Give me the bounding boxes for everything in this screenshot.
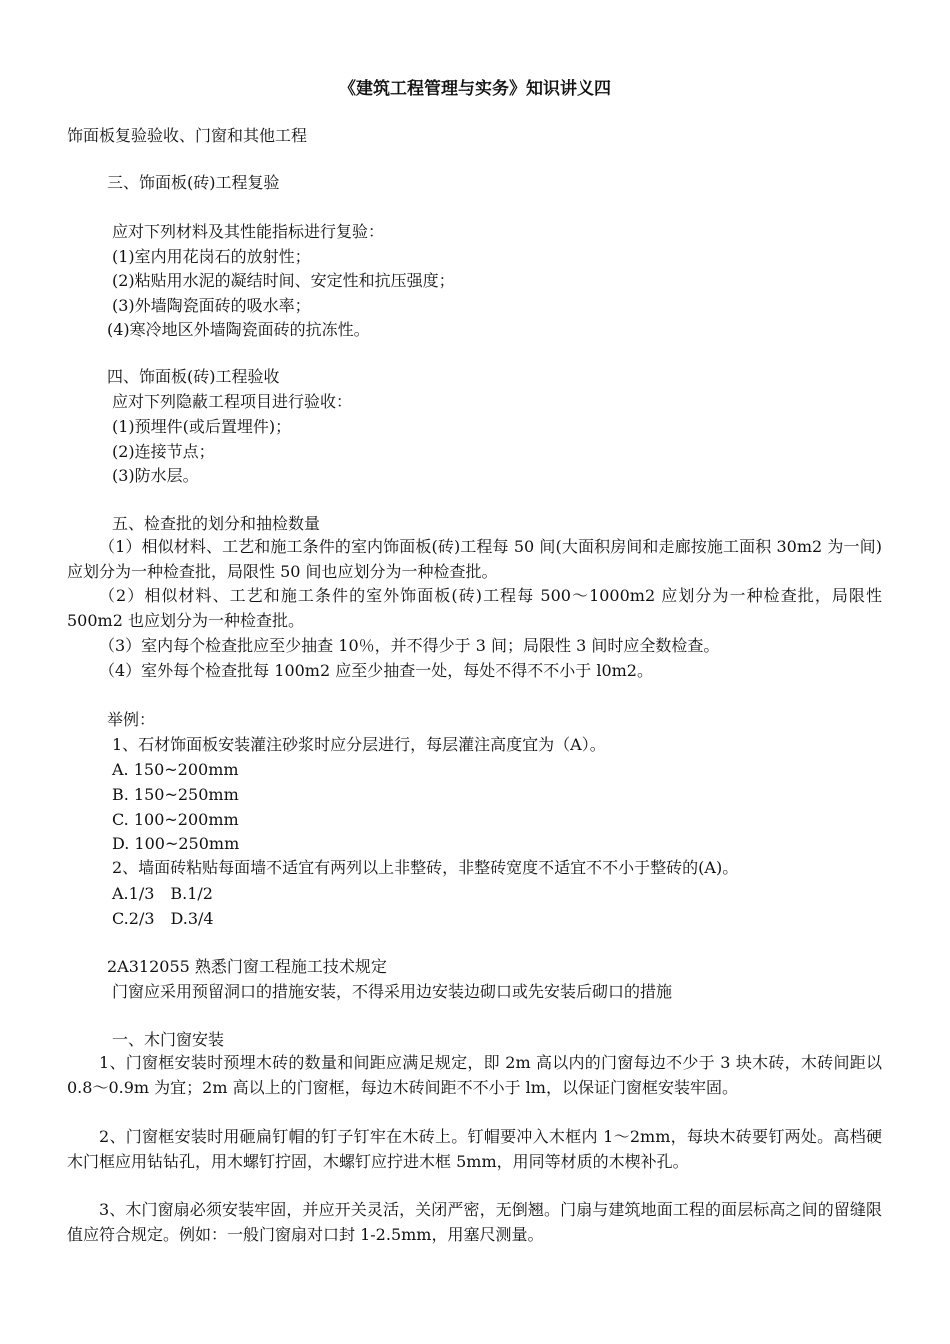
paragraph: 3、木门窗扇必须安装牢固，并应开关灵活，关闭严密，无倒翘。门扇与建筑地面工程的面层标高之间的留缝限值应符合规定。例如：一般门窗扇对口封 1-2.5mm，用塞尺测量。 <box>67 1200 882 1244</box>
question: 2、墙面砖粘贴每面墙不适宜有两列以上非整砖，非整砖宽度不适宜不不小于整砖的(A)。 <box>112 858 739 877</box>
list-item: (3)防水层。 <box>112 466 199 485</box>
option: D. 100~250mm <box>112 834 240 853</box>
paragraph: （3）室内每个检查批应至少抽查 10％，并不得少于 3 间；局限性 3 间时应全数检查。 <box>99 636 720 655</box>
section-heading: 饰面板复验验收、门窗和其他工程 <box>67 126 308 145</box>
question: 1、石材饰面板安装灌注砂浆时应分层进行，每层灌注高度宜为（A）。 <box>112 735 606 754</box>
list-item: (2)连接节点； <box>112 442 215 461</box>
list-item: (2)粘贴用水泥的凝结时间、安定性和抗压强度； <box>112 271 455 290</box>
section-heading: 一、木门窗安装 <box>112 1030 225 1049</box>
option: C. 100~200mm <box>112 810 239 829</box>
section-intro: 应对下列隐蔽工程项目进行验收： <box>112 392 353 411</box>
paragraph: （1）相似材料、工艺和施工条件的室内饰面板(砖)工程每 50 间(大面积房间和走廊按施工面积 30m2 为一间)应划分为一种检查批，局限性 50 间也应划分为一种检查批。 <box>67 537 882 581</box>
section-heading: 2A312055 熟悉门窗工程施工技术规定 <box>107 957 387 976</box>
option: B. 150~250mm <box>112 785 239 804</box>
paragraph: 门窗应采用预留洞口的措施安装，不得采用边安装边砌口或先安装后砌口的措施 <box>112 982 673 1001</box>
option: A. 150~200mm <box>112 760 239 779</box>
section-heading: 五、检查批的划分和抽检数量 <box>112 514 321 533</box>
section-intro: 应对下列材料及其性能指标进行复验： <box>112 222 385 241</box>
option: C.2/3 D.3/4 <box>112 909 214 928</box>
option: A.1/3 B.1/2 <box>112 884 213 903</box>
list-item: (4)寒冷地区外墙陶瓷面砖的抗冻性。 <box>107 320 370 339</box>
list-item: (1)室内用花岗石的放射性； <box>112 247 311 266</box>
section-heading: 四、饰面板(砖)工程验收 <box>107 367 280 386</box>
list-item: (3)外墙陶瓷面砖的吸水率； <box>112 296 311 315</box>
doc-title: 《建筑工程管理与实务》知识讲义四 <box>339 79 611 99</box>
paragraph: 2、门窗框安装时用砸扁钉帽的钉子钉牢在木砖上。钉帽要冲入木框内 1～2mm，每块木砖要钉两处。高档硬木门框应用钻钻孔，用木螺钉拧固，木螺钉应拧进木框 5mm，用同等材质的木楔补孔。 <box>67 1127 882 1171</box>
paragraph: （4）室外每个检查批每 100m2 应至少抽查一处，每处不得不不小于 l0m2。 <box>99 661 653 680</box>
list-item: (1)预埋件(或后置埋件)； <box>112 417 292 436</box>
paragraph: 1、门窗框安装时预埋木砖的数量和间距应满足规定，即 2m 高以内的门窗每边不少于 3 块木砖，木砖间距以 0.8～0.9m 为宜；2m 高以上的门窗框，每边木砖间距不不小于 lm，以保证门窗框安装牢固。 <box>67 1053 882 1097</box>
section-heading: 三、饰面板(砖)工程复验 <box>107 173 280 192</box>
section-heading: 举例： <box>107 710 156 729</box>
paragraph: （2）相似材料、工艺和施工条件的室外饰面板(砖)工程每 500～1000m2 应划分为一种检查批，局限性 500m2 也应划分为一种检查批。 <box>67 586 882 630</box>
